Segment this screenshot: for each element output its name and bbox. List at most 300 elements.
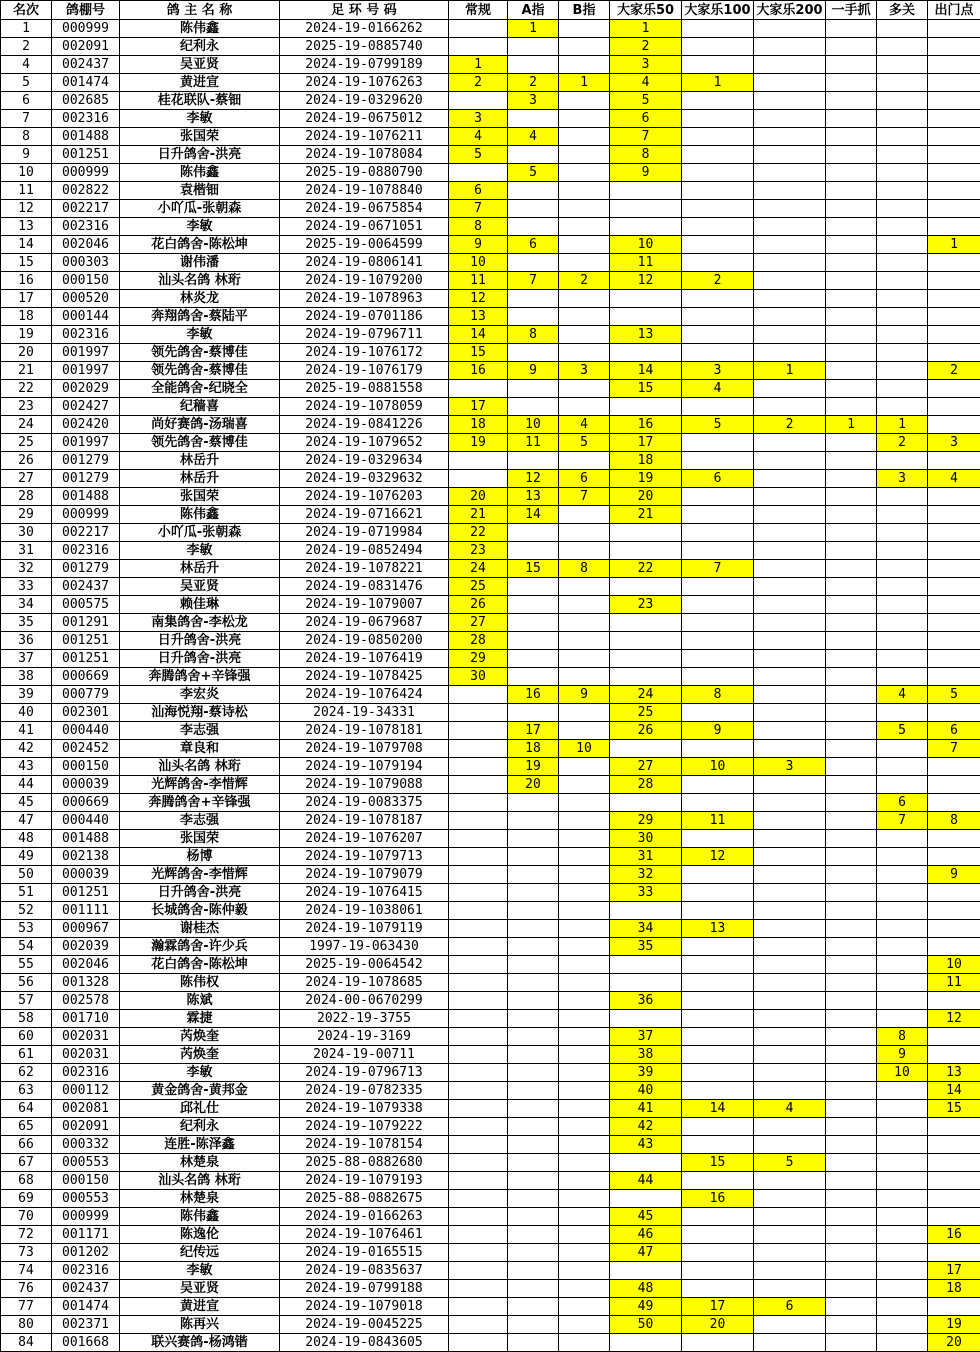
yishouzhua-cell — [826, 218, 877, 236]
owner-name-cell: 李敏 — [120, 542, 280, 560]
regular-cell — [449, 1064, 508, 1082]
b-index-cell: 7 — [559, 488, 610, 506]
yishouzhua-cell — [826, 1046, 877, 1064]
regular-cell — [449, 686, 508, 704]
b-index-cell — [559, 308, 610, 326]
b-index-cell: 2 — [559, 272, 610, 290]
rank-cell: 51 — [1, 884, 52, 902]
yishouzhua-cell — [826, 434, 877, 452]
dajiale-200-cell — [754, 866, 826, 884]
table-row — [1, 794, 980, 812]
dajiale-200-cell — [754, 884, 826, 902]
exit-point-cell: 7 — [928, 740, 980, 758]
dajiale-200-cell — [754, 200, 826, 218]
exit-point-cell — [928, 632, 980, 650]
exit-point-cell — [928, 1046, 980, 1064]
loft-id-cell: 001474 — [52, 1298, 120, 1316]
rank-cell: 57 — [1, 992, 52, 1010]
table-row — [1, 164, 980, 182]
rank-cell: 65 — [1, 1118, 52, 1136]
multi-pass-cell — [877, 1100, 928, 1118]
table-row — [1, 434, 980, 452]
dajiale-50-cell: 48 — [610, 1280, 682, 1298]
multi-pass-cell — [877, 1280, 928, 1298]
ring-number-cell: 2024-19-0782335 — [280, 1082, 449, 1100]
dajiale-100-cell — [682, 938, 754, 956]
a-index-cell: 17 — [508, 722, 559, 740]
b-index-cell — [559, 1244, 610, 1262]
rank-cell: 70 — [1, 1208, 52, 1226]
a-index-cell: 20 — [508, 776, 559, 794]
table-row — [1, 704, 980, 722]
a-index-cell — [508, 1334, 559, 1352]
dajiale-200-cell — [754, 254, 826, 272]
table-row — [1, 938, 980, 956]
exit-point-cell — [928, 1298, 980, 1316]
a-index-cell — [508, 308, 559, 326]
owner-name-cell: 李敏 — [120, 326, 280, 344]
yishouzhua-cell — [826, 974, 877, 992]
dajiale-50-cell — [610, 794, 682, 812]
regular-cell — [449, 1244, 508, 1262]
ring-number-cell: 2025-88-0882680 — [280, 1154, 449, 1172]
dajiale-200-cell: 4 — [754, 1100, 826, 1118]
a-index-cell — [508, 866, 559, 884]
dajiale-100-cell — [682, 974, 754, 992]
a-index-cell: 19 — [508, 758, 559, 776]
owner-name-cell: 奔翔鸽舍-蔡陆平 — [120, 308, 280, 326]
exit-point-cell — [928, 1172, 980, 1190]
rank-cell: 61 — [1, 1046, 52, 1064]
regular-cell — [449, 1046, 508, 1064]
loft-id-cell: 000967 — [52, 920, 120, 938]
exit-point-cell — [928, 524, 980, 542]
rank-cell: 40 — [1, 704, 52, 722]
ring-number-cell: 2024-19-1079713 — [280, 848, 449, 866]
multi-pass-cell — [877, 1208, 928, 1226]
regular-cell — [449, 920, 508, 938]
rank-cell: 11 — [1, 182, 52, 200]
yishouzhua-cell — [826, 1208, 877, 1226]
b-index-cell — [559, 92, 610, 110]
b-index-cell — [559, 1046, 610, 1064]
dajiale-200-cell — [754, 974, 826, 992]
regular-cell: 5 — [449, 146, 508, 164]
yishouzhua-cell — [826, 470, 877, 488]
ring-number-cell: 2024-19-1076424 — [280, 686, 449, 704]
table-row — [1, 812, 980, 830]
dajiale-100-cell — [682, 578, 754, 596]
a-index-cell — [508, 1154, 559, 1172]
dajiale-50-cell: 1 — [610, 20, 682, 38]
a-index-cell — [508, 1100, 559, 1118]
dajiale-200-cell — [754, 110, 826, 128]
dajiale-50-cell: 3 — [610, 56, 682, 74]
exit-point-cell — [928, 902, 980, 920]
multi-pass-cell — [877, 992, 928, 1010]
multi-pass-cell — [877, 830, 928, 848]
multi-pass-cell — [877, 452, 928, 470]
rank-cell: 53 — [1, 920, 52, 938]
dajiale-200-cell — [754, 686, 826, 704]
b-index-cell — [559, 830, 610, 848]
dajiale-50-cell — [610, 668, 682, 686]
ring-number-cell: 2024-19-1079088 — [280, 776, 449, 794]
multi-pass-cell — [877, 1172, 928, 1190]
b-index-cell — [559, 128, 610, 146]
yishouzhua-cell — [826, 704, 877, 722]
owner-name-cell: 联兴赛鸽-杨鸿锴 — [120, 1334, 280, 1352]
yishouzhua-cell — [826, 326, 877, 344]
multi-pass-cell — [877, 56, 928, 74]
a-index-cell — [508, 884, 559, 902]
dajiale-200-cell — [754, 812, 826, 830]
dajiale-100-cell — [682, 902, 754, 920]
exit-point-cell — [928, 452, 980, 470]
dajiale-100-cell — [682, 794, 754, 812]
yishouzhua-cell — [826, 200, 877, 218]
ring-number-cell: 2024-19-1076179 — [280, 362, 449, 380]
owner-name-cell: 李敏 — [120, 1064, 280, 1082]
multi-pass-cell — [877, 380, 928, 398]
table-row — [1, 200, 980, 218]
loft-id-cell: 001251 — [52, 632, 120, 650]
loft-id-cell: 002822 — [52, 182, 120, 200]
dajiale-100-cell: 4 — [682, 380, 754, 398]
dajiale-50-cell — [610, 200, 682, 218]
yishouzhua-cell — [826, 938, 877, 956]
dajiale-100-cell: 17 — [682, 1298, 754, 1316]
loft-id-cell: 002138 — [52, 848, 120, 866]
dajiale-100-cell — [682, 254, 754, 272]
dajiale-50-cell — [610, 1334, 682, 1352]
dajiale-200-cell — [754, 344, 826, 362]
b-index-cell: 8 — [559, 560, 610, 578]
owner-name-cell: 领先鸽舍-蔡博佳 — [120, 362, 280, 380]
dajiale-50-cell: 14 — [610, 362, 682, 380]
a-index-cell — [508, 1298, 559, 1316]
yishouzhua-cell — [826, 794, 877, 812]
dajiale-200-cell: 6 — [754, 1298, 826, 1316]
a-index-cell — [508, 614, 559, 632]
regular-cell: 3 — [449, 110, 508, 128]
ring-number-cell: 2025-19-0880790 — [280, 164, 449, 182]
dajiale-50-cell — [610, 1154, 682, 1172]
owner-name-cell: 张国荣 — [120, 488, 280, 506]
table-row — [1, 902, 980, 920]
regular-cell: 16 — [449, 362, 508, 380]
ring-number-cell: 2024-19-0835637 — [280, 1262, 449, 1280]
b-index-cell — [559, 920, 610, 938]
rank-cell: 37 — [1, 650, 52, 668]
b-index-cell — [559, 1154, 610, 1172]
multi-pass-cell — [877, 146, 928, 164]
dajiale-50-cell: 36 — [610, 992, 682, 1010]
dajiale-200-cell — [754, 164, 826, 182]
yishouzhua-cell — [826, 398, 877, 416]
loft-id-cell: 000553 — [52, 1190, 120, 1208]
dajiale-200-cell — [754, 1316, 826, 1334]
dajiale-100-cell — [682, 146, 754, 164]
ring-number-cell: 2024-19-1078963 — [280, 290, 449, 308]
loft-id-cell: 000440 — [52, 812, 120, 830]
dajiale-200-cell — [754, 308, 826, 326]
ring-number-cell: 2024-19-0719984 — [280, 524, 449, 542]
ring-number-cell: 2024-19-0701186 — [280, 308, 449, 326]
regular-cell: 6 — [449, 182, 508, 200]
ring-number-cell: 2024-19-1038061 — [280, 902, 449, 920]
loft-id-cell: 000999 — [52, 164, 120, 182]
dajiale-100-cell — [682, 1208, 754, 1226]
rank-cell: 17 — [1, 290, 52, 308]
dajiale-50-cell: 9 — [610, 164, 682, 182]
owner-name-cell: 芮焕奎 — [120, 1046, 280, 1064]
a-index-cell — [508, 974, 559, 992]
yishouzhua-cell — [826, 1280, 877, 1298]
dajiale-200-cell: 3 — [754, 758, 826, 776]
dajiale-100-cell — [682, 56, 754, 74]
table-row — [1, 1334, 980, 1352]
exit-point-cell — [928, 1118, 980, 1136]
a-index-cell: 6 — [508, 236, 559, 254]
multi-pass-cell — [877, 290, 928, 308]
multi-pass-cell — [877, 740, 928, 758]
dajiale-100-cell — [682, 992, 754, 1010]
rank-cell: 6 — [1, 92, 52, 110]
owner-name-cell: 陈伟鑫 — [120, 506, 280, 524]
b-index-cell — [559, 704, 610, 722]
dajiale-100-cell — [682, 596, 754, 614]
yishouzhua-cell — [826, 290, 877, 308]
ring-number-cell: 2024-19-1079708 — [280, 740, 449, 758]
a-index-cell — [508, 1046, 559, 1064]
dajiale-100-cell — [682, 326, 754, 344]
dajiale-50-cell — [610, 902, 682, 920]
b-index-cell — [559, 974, 610, 992]
loft-id-cell: 002452 — [52, 740, 120, 758]
yishouzhua-cell — [826, 1316, 877, 1334]
owner-name-cell: 光辉鸽舍-李惜辉 — [120, 776, 280, 794]
loft-id-cell: 001251 — [52, 146, 120, 164]
owner-name-cell: 日升鸽舍-洪亮 — [120, 146, 280, 164]
b-index-cell — [559, 236, 610, 254]
yishouzhua-cell — [826, 992, 877, 1010]
dajiale-50-cell: 5 — [610, 92, 682, 110]
dajiale-200-cell — [754, 146, 826, 164]
exit-point-cell — [928, 704, 980, 722]
dajiale-200-cell — [754, 1082, 826, 1100]
dajiale-50-cell — [610, 542, 682, 560]
table-row — [1, 1316, 980, 1334]
b-index-cell — [559, 1118, 610, 1136]
dajiale-200-cell — [754, 236, 826, 254]
a-index-cell: 1 — [508, 20, 559, 38]
loft-id-cell: 000112 — [52, 1082, 120, 1100]
yishouzhua-cell — [826, 956, 877, 974]
multi-pass-cell — [877, 1334, 928, 1352]
a-index-cell — [508, 290, 559, 308]
dajiale-50-cell: 39 — [610, 1064, 682, 1082]
yishouzhua-cell — [826, 1298, 877, 1316]
yishouzhua-cell — [826, 884, 877, 902]
ring-number-cell: 2024-19-0166263 — [280, 1208, 449, 1226]
owner-name-cell: 全能鸽舍-纪晓全 — [120, 380, 280, 398]
exit-point-cell: 11 — [928, 974, 980, 992]
regular-cell — [449, 1118, 508, 1136]
b-index-cell — [559, 812, 610, 830]
ring-number-cell: 2024-19-1078187 — [280, 812, 449, 830]
loft-id-cell: 002316 — [52, 1262, 120, 1280]
dajiale-100-cell — [682, 398, 754, 416]
ring-number-cell: 2024-19-0799188 — [280, 1280, 449, 1298]
rank-cell: 22 — [1, 380, 52, 398]
yishouzhua-cell — [826, 1244, 877, 1262]
exit-point-cell: 8 — [928, 812, 980, 830]
b-index-cell — [559, 398, 610, 416]
ring-number-cell: 2024-19-0166262 — [280, 20, 449, 38]
header-dajiale-50: 大家乐50 — [610, 1, 682, 20]
table-row — [1, 866, 980, 884]
multi-pass-cell — [877, 398, 928, 416]
a-index-cell — [508, 902, 559, 920]
dajiale-200-cell — [754, 434, 826, 452]
multi-pass-cell — [877, 668, 928, 686]
owner-name-cell: 奔腾鸽舍+辛锋强 — [120, 668, 280, 686]
table-row — [1, 1298, 980, 1316]
b-index-cell: 1 — [559, 74, 610, 92]
a-index-cell — [508, 596, 559, 614]
dajiale-200-cell — [754, 1118, 826, 1136]
a-index-cell — [508, 398, 559, 416]
dajiale-50-cell: 21 — [610, 506, 682, 524]
rank-cell: 39 — [1, 686, 52, 704]
rank-cell: 9 — [1, 146, 52, 164]
exit-point-cell — [928, 596, 980, 614]
yishouzhua-cell — [826, 488, 877, 506]
regular-cell — [449, 20, 508, 38]
yishouzhua-cell — [826, 74, 877, 92]
regular-cell — [449, 1190, 508, 1208]
dajiale-100-cell: 16 — [682, 1190, 754, 1208]
regular-cell: 7 — [449, 200, 508, 218]
b-index-cell: 4 — [559, 416, 610, 434]
table-row — [1, 218, 980, 236]
dajiale-50-cell: 32 — [610, 866, 682, 884]
loft-id-cell: 000779 — [52, 686, 120, 704]
rank-cell: 60 — [1, 1028, 52, 1046]
dajiale-200-cell: 1 — [754, 362, 826, 380]
dajiale-100-cell: 11 — [682, 812, 754, 830]
dajiale-100-cell — [682, 1118, 754, 1136]
yishouzhua-cell — [826, 380, 877, 398]
dajiale-50-cell — [610, 308, 682, 326]
exit-point-cell — [928, 416, 980, 434]
a-index-cell — [508, 38, 559, 56]
loft-id-cell: 001488 — [52, 128, 120, 146]
loft-id-cell: 001474 — [52, 74, 120, 92]
dajiale-50-cell: 47 — [610, 1244, 682, 1262]
loft-id-cell: 001997 — [52, 434, 120, 452]
dajiale-50-cell — [610, 290, 682, 308]
dajiale-50-cell: 15 — [610, 380, 682, 398]
regular-cell — [449, 1172, 508, 1190]
dajiale-50-cell: 26 — [610, 722, 682, 740]
b-index-cell: 3 — [559, 362, 610, 380]
a-index-cell — [508, 956, 559, 974]
b-index-cell — [559, 38, 610, 56]
table-row — [1, 758, 980, 776]
b-index-cell — [559, 452, 610, 470]
ring-number-cell: 2024-19-1076172 — [280, 344, 449, 362]
yishouzhua-cell — [826, 758, 877, 776]
dajiale-50-cell — [610, 632, 682, 650]
owner-name-cell: 黄进宣 — [120, 1298, 280, 1316]
ring-number-cell: 2024-19-0679687 — [280, 614, 449, 632]
dajiale-50-cell: 19 — [610, 470, 682, 488]
b-index-cell — [559, 650, 610, 668]
a-index-cell — [508, 218, 559, 236]
exit-point-cell: 6 — [928, 722, 980, 740]
table-row — [1, 524, 980, 542]
owner-name-cell: 领先鸽舍-蔡博佳 — [120, 344, 280, 362]
exit-point-cell: 17 — [928, 1262, 980, 1280]
dajiale-50-cell: 50 — [610, 1316, 682, 1334]
multi-pass-cell — [877, 74, 928, 92]
dajiale-50-cell: 16 — [610, 416, 682, 434]
regular-cell — [449, 1298, 508, 1316]
dajiale-200-cell — [754, 668, 826, 686]
b-index-cell — [559, 866, 610, 884]
header-ring-number: 足 环 号 码 — [280, 1, 449, 20]
dajiale-100-cell: 1 — [682, 74, 754, 92]
regular-cell: 1 — [449, 56, 508, 74]
table-row — [1, 308, 980, 326]
yishouzhua-cell: 1 — [826, 416, 877, 434]
owner-name-cell: 陈再兴 — [120, 1316, 280, 1334]
rank-cell: 25 — [1, 434, 52, 452]
loft-id-cell: 001488 — [52, 830, 120, 848]
dajiale-50-cell: 43 — [610, 1136, 682, 1154]
regular-cell — [449, 704, 508, 722]
dajiale-100-cell — [682, 218, 754, 236]
table-row — [1, 776, 980, 794]
ring-number-cell: 2024-19-1079119 — [280, 920, 449, 938]
ring-number-cell: 2024-19-1078685 — [280, 974, 449, 992]
owner-name-cell: 日升鸽舍-洪亮 — [120, 884, 280, 902]
regular-cell: 10 — [449, 254, 508, 272]
yishouzhua-cell — [826, 1082, 877, 1100]
dajiale-200-cell — [754, 632, 826, 650]
exit-point-cell — [928, 20, 980, 38]
dajiale-100-cell — [682, 38, 754, 56]
exit-point-cell: 3 — [928, 434, 980, 452]
ring-number-cell: 2024-19-1076203 — [280, 488, 449, 506]
dajiale-100-cell: 15 — [682, 1154, 754, 1172]
table-row — [1, 1172, 980, 1190]
exit-point-cell: 12 — [928, 1010, 980, 1028]
ring-number-cell: 2024-19-1078840 — [280, 182, 449, 200]
dajiale-100-cell — [682, 650, 754, 668]
table-row — [1, 974, 980, 992]
table-row — [1, 722, 980, 740]
loft-id-cell: 000332 — [52, 1136, 120, 1154]
b-index-cell — [559, 200, 610, 218]
dajiale-200-cell — [754, 290, 826, 308]
a-index-cell — [508, 182, 559, 200]
regular-cell: 29 — [449, 650, 508, 668]
table-row — [1, 1190, 980, 1208]
ring-number-cell: 2024-19-0165515 — [280, 1244, 449, 1262]
